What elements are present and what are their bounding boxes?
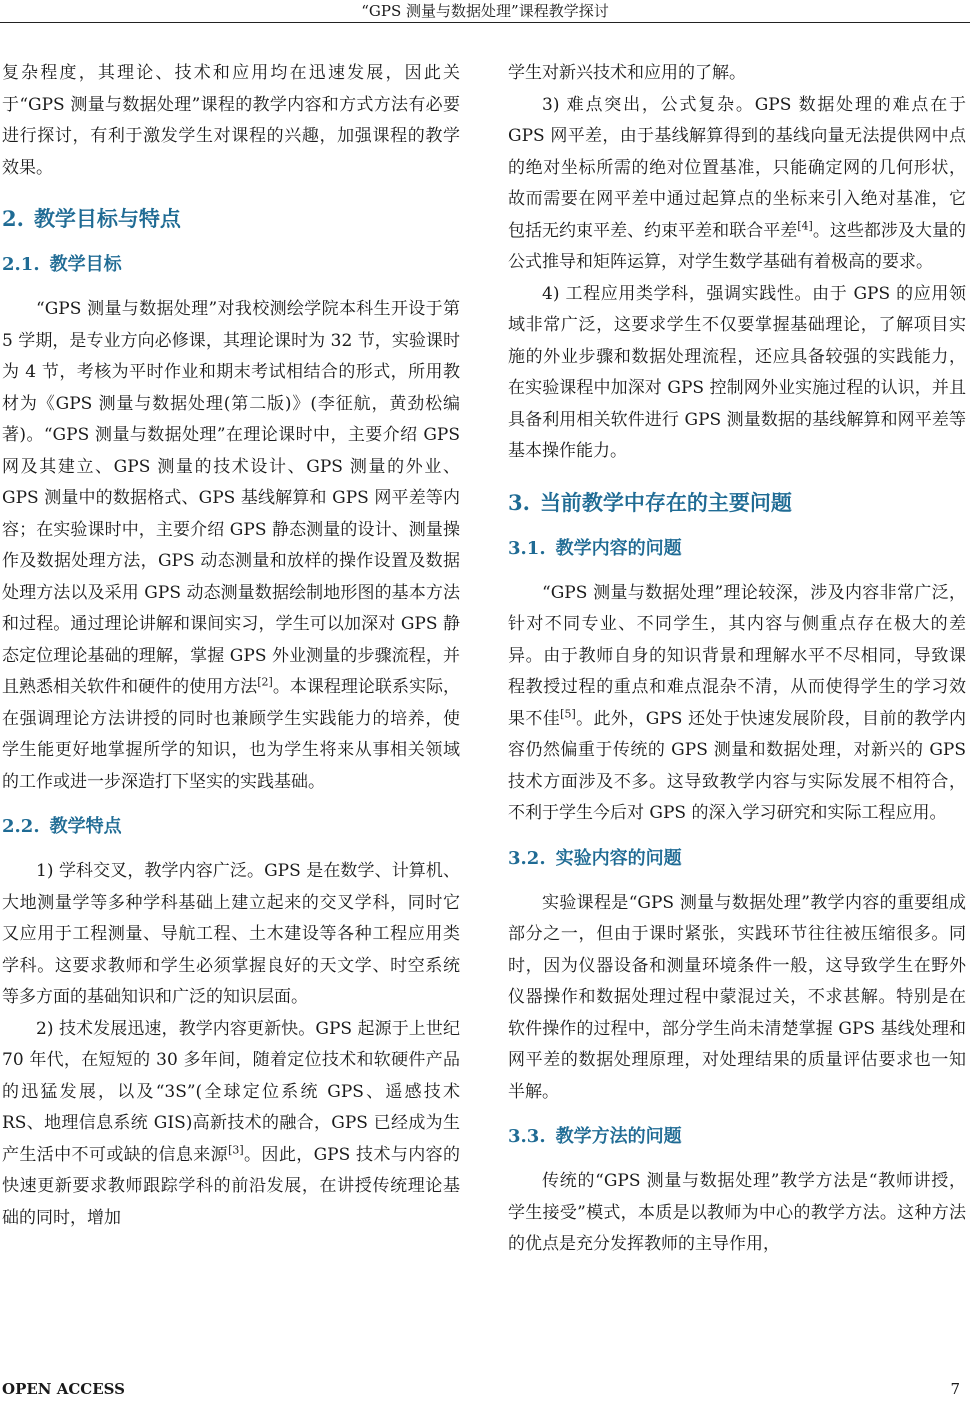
- left-column: [2, 58, 460, 1234]
- subsection-number: 3.3.: [508, 1126, 546, 1147]
- paragraph: 4) 工程应用类学科，强调实践性。由于 GPS 的应用领域非常广泛，这要求学生不仅要掌握基础理论，了解项目实施的外业步骤和数据处理流程，还应具备较强的实践能力，在实验课程中加深对 GPS 控制网外业实施过程的认识，并且具备利用相关软件进行 GPS 测量数据的基线解算和网平差等基本操作能力。: [508, 283, 966, 461]
- subsection-number: 2.2.: [2, 816, 40, 837]
- citation-ref: [5]: [560, 706, 576, 720]
- paragraph: [508, 90, 966, 279]
- paragraph-text: 。本课程理论联系实际，在强调理论方法讲授的同时也兼顾学生实践能力的培养，使学生能更好地掌握所学的知识，也为学生将来从事相关领域的工作或进一步深造打下坚实的实践基础。: [2, 677, 460, 792]
- paragraph-text: 2) 技术发展迅速，教学内容更新快。GPS 起源于上世纪 70 年代，在短短的 30 多年间，随着定位技术和软硬件产品的迅猛发展，以及“3S”(全球定位系统 GPS、遥感技术 RS、地理信息系统 GIS)高新技术的融合，GPS 已经成为生产生活中不可或缺的信息来源: [2, 1018, 460, 1165]
- paragraph-text: 3) 难点突出，公式复杂。GPS 数据处理的难点在于 GPS 网平差，由于基线解算得到的基线向量无法提供网中点的绝对坐标所需的绝对位置基准，只能确定网的几何形状，故而需要在网平差中通过起算点的坐标来引入绝对基准，它包括无约束平差、约束平差和联合平差: [508, 94, 966, 241]
- right-column: [508, 58, 966, 1261]
- section-number: 3.: [508, 489, 530, 515]
- paragraph: [508, 578, 966, 830]
- subsection-title: 教学内容的问题: [555, 537, 682, 559]
- paragraph: 复杂程度，其理论、技术和应用均在迅速发展，因此关于“GPS 测量与数据处理”课程的教学内容和方式方法有必要进行探讨，有利于激发学生对课程的兴趣，加强课程的教学效果。: [2, 63, 460, 178]
- paragraph: 1) 学科交叉，教学内容广泛。GPS 是在数学、计算机、大地测量学等多种学科基础上建立起来的交叉学科，同时它又应用于工程测量、导航工程、土木建设等各种工程应用类学科。这要求教师和学生必须掌握良好的天文学、时空系统等多方面的基础知识和广泛的知识层面。: [2, 861, 460, 1007]
- citation-ref: [2]: [257, 675, 273, 689]
- subsection-heading-3-2: [508, 844, 966, 874]
- section-number: 2.: [2, 206, 24, 231]
- section-title: 当前教学中存在的主要问题: [539, 490, 792, 515]
- paragraph-text: 。因此，GPS 技术与内容的快速更新要求教师跟踪学科的前沿发展，在讲授传统理论基础的同时，增加: [2, 1144, 460, 1228]
- section-title: 教学目标与特点: [33, 207, 181, 231]
- running-header: “GPS 测量与数据处理”课程教学探讨: [0, 0, 970, 23]
- section-heading-2: [2, 202, 460, 236]
- paragraph-text: 。这些都涉及大量的公式推导和矩阵运算，对学生数学基础有着极高的要求。: [508, 220, 966, 272]
- subsection-title: 教学方法的问题: [555, 1126, 682, 1147]
- paragraph-text: “GPS 测量与数据处理”理论较深，涉及内容非常广泛，针对不同专业、不同学生，其内容与侧重点存在极大的差异。由于教师自身的知识背景和理解水平不尽相同，导致课程教授过程的重点和难点混杂不清，从而使得学生的学习效果不佳: [508, 582, 966, 729]
- paragraph: 实验课程是“GPS 测量与数据处理”教学内容的重要组成部分之一，但由于课时紧张，实践环节往往被压缩很多。同时，因为仪器设备和测量环境条件一般，这导致学生在野外仪器操作和数据处理过程中蒙混过关，不求甚解。特别是在软件操作的过程中，部分学生尚未清楚掌握 GPS 基线处理和网平差的数据处理原理，对处理结果的质量评估要求也一知半解。: [508, 892, 966, 1102]
- subsection-title: 教学特点: [49, 816, 122, 837]
- subsection-title: 教学目标: [49, 254, 122, 275]
- paragraph: [2, 294, 460, 798]
- paragraph: [2, 1014, 460, 1235]
- subsection-heading-2-1: [2, 250, 460, 280]
- subsection-title: 实验内容的问题: [555, 847, 682, 869]
- subsection-number: 3.1.: [508, 537, 546, 559]
- subsection-heading-2-2: [2, 812, 460, 842]
- page-number: 7: [950, 1380, 960, 1398]
- subsection-number: 3.2.: [508, 847, 546, 869]
- subsection-number: 2.1.: [2, 254, 40, 275]
- footer-journal: OPEN ACCESS: [2, 1380, 125, 1398]
- citation-ref: [4]: [797, 218, 813, 232]
- subsection-heading-3-1: [508, 534, 966, 564]
- citation-ref: [3]: [228, 1142, 244, 1156]
- subsection-heading-3-3: [508, 1122, 966, 1152]
- paragraph: 学生对新兴技术和应用的了解。: [508, 63, 746, 83]
- paragraph-text: “GPS 测量与数据处理”对我校测绘学院本科生开设于第 5 学期，是专业方向必修课，其理论课时为 32 节，实验课时为 4 节，考核为平时作业和期末考试相结合的形式，所用教材为《GPS 测量与数据处理(第二版)》(李征航，黄劲松编著)。“GPS 测量与数据处理”在理论课时中，主要介绍 GPS 网及其建立、GPS 测量的技术设计、GPS 测量的外业、GPS 测量中的数据格式、GPS 基线解算和 GPS 网平差等内容；在实验课时中，主要介绍 GPS 静态测量的设计、测量操作及数据处理方法，GPS 动态测量和放样的操作设置及数据处理方法以及采用 GPS 动态测量数据绘制地形图的基本方法和过程。通过理论讲解和课间实习，学生可以加深对 GPS 静态定位理论基础的理解，掌握 GPS 外业测量的步骤流程，并且熟悉相关软件和硬件的使用方法: [2, 299, 460, 697]
- paragraph: 传统的“GPS 测量与数据处理”教学方法是“教师讲授，学生接受”模式，本质是以教师为中心的教学方法。这种方法的优点是充分发挥教师的主导作用，: [508, 1171, 966, 1254]
- section-heading-3: [508, 486, 966, 520]
- paragraph-text: 。此外，GPS 还处于快速发展阶段，目前的教学内容仍然偏重于传统的 GPS 测量和数据处理，对新兴的 GPS 技术方面涉及不多。这导致教学内容与实际发展不相符合，不利于学生今后对 GPS 的深入学习研究和实际工程应用。: [508, 708, 966, 823]
